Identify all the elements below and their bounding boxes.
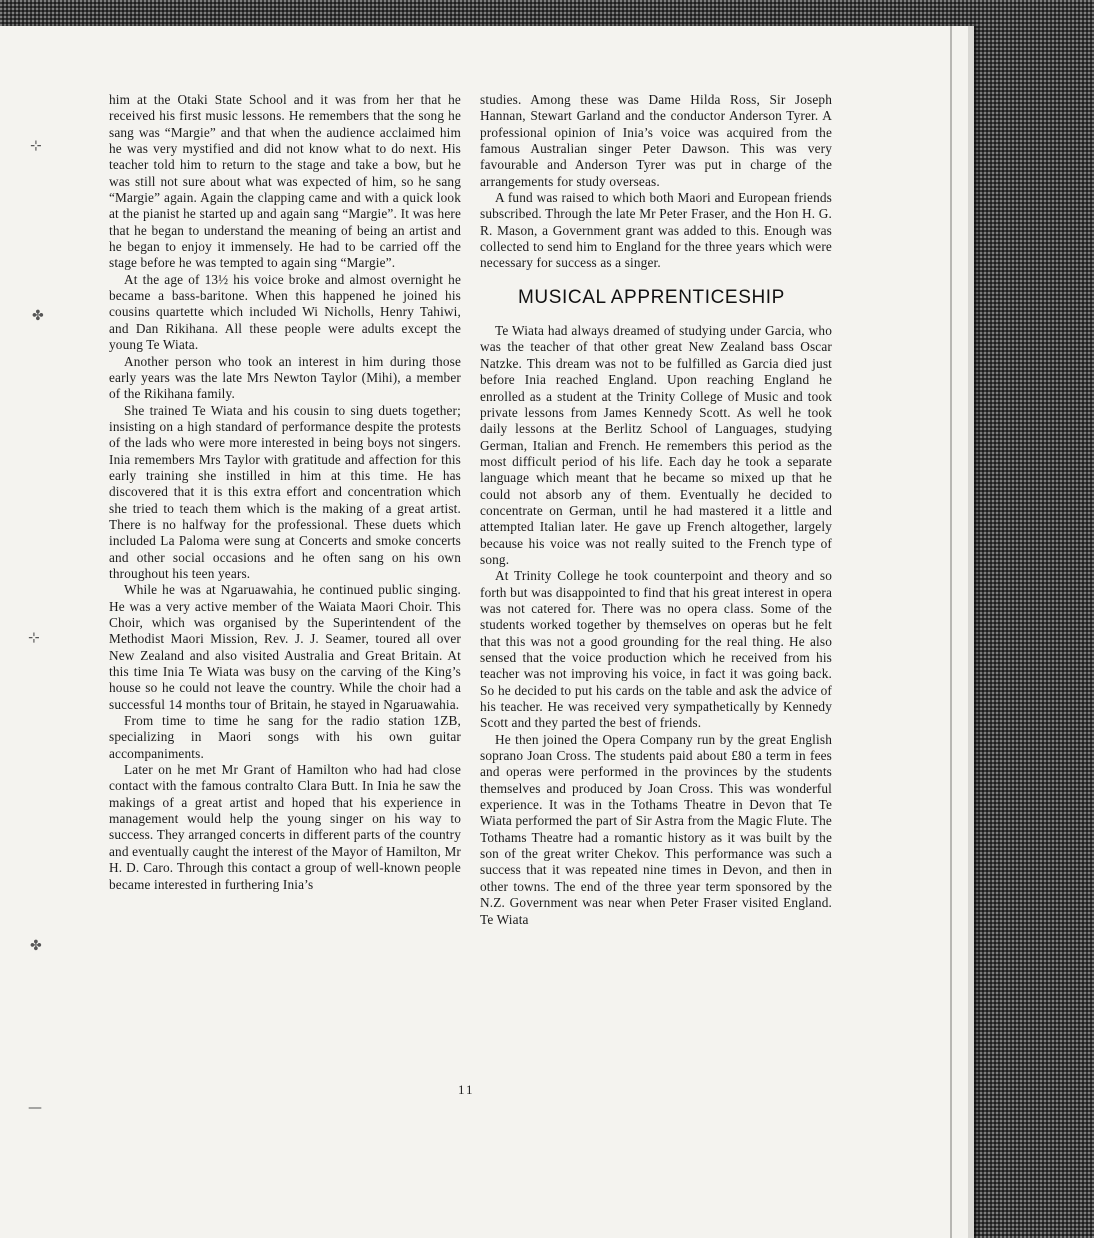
binding-mark-icon: ✤ (30, 938, 42, 954)
paragraph: Later on he met Mr Grant of Hamilton who had had close contact with the famous contralto Clara Butt. In Inia he saw the makings of a great artist and hoped that his experience in management would help the young singer on his way to success. They arranged concerts in different parts of the country and eventually caught the interest of the Mayor of Hamilton, Mr H. D. Caro. Through this contact a group of well-known people became interested in furthering Inia’s (109, 762, 461, 892)
paragraph: A fund was raised to which both Maori and European friends subscribed. Through the late Mr Peter Fraser, and the Hon H. G. R. Mason, a Government grant was added to this. Enough was collected to send him to England for the three years which were necessary for success as a singer. (480, 190, 832, 271)
margin-binding-marks (20, 86, 70, 1186)
page-number: 11 (458, 1082, 475, 1097)
paragraph: He then joined the Opera Company run by the great English soprano Joan Cross. The students paid about £80 a term in fees and operas were performed in the provinces by the students themselves and produced by Joan Cross. This was wonderful experience. It was in the Tothams Theatre in Devon that Te Wiata performed the part of Sir Astra from the Magic Flute. The Tothams Theatre had a romantic history as it was built by the son of the great writer Chekov. This performance was such a success that it was repeated nine times in Devon, and then in other towns. The end of the three year term sponsored by the N.Z. Government was near when Peter Fraser visited England. Te Wiata (480, 731, 832, 927)
paragraph: While he was at Ngaruawahia, he continued public singing. He was a very active member of the Waiata Maori Choir. This Choir, which was organised by the Superintendent of the Methodist Maori Mission, Rev. J. J. Seamer, toured all over New Zealand and also visited Australia and Great Britain. At this time Inia Te Wiata was busy on the carving of the King’s house so he could not leave the country. While the choir had a successful 14 months tour of Britain, he stayed in Ngaruawahia. (109, 582, 461, 712)
left-column (109, 92, 461, 893)
paragraph: At the age of 13½ his voice broke and almost overnight he became a bass-baritone. When this happened he joined his cousins quartette which included Wi Nicholls, Henry Tahiwi, and Dan Rikihana. All these people were adults except the young Te Wiata. (109, 271, 461, 353)
paragraph: She trained Te Wiata and his cousin to sing duets together; insisting on a high standard of performance despite the protests of the lads who were more interested in being boys not singers. Inia remembers Mrs Taylor with gratitude and affection for this early training she instilled in him at this time. He has discovered that it is this extra effort and concentration which she tried to teach them which is the making of a great artist. There is no halfway for the professional. These duets which included La Paloma were sung at Concerts and smoke concerts and other social occasions and he often sang on his own throughout his teen years. (109, 402, 461, 581)
paragraph: At Trinity College he took counterpoint and theory and so forth but was disappointed to find that his great interest in opera was not catered for. There was no opera class. Some of the students worked together by themselves on operas but he felt that this was not a good grounding for the real thing. He also sensed that the voice production which he received from his teacher was not improving his voice, in fact it was going back. So he decided to put his cards on the table and ask the advice of his teacher. He was received very sympathetically by Kennedy Scott and they parted the best of friends. (480, 568, 832, 731)
paragraph: studies. Among these was Dame Hilda Ross, Sir Joseph Hannan, Stewart Garland and the conductor Anderson Tyrer. A professional opinion of Inia’s voice was acquired from the famous Australian singer Peter Dawson. This was very favourable and Anderson Tyrer was put in charge of the arrangements for study overseas. (480, 92, 832, 189)
section-heading: MUSICAL APPRENTICESHIP (518, 286, 785, 308)
right-column (480, 92, 832, 928)
paragraph: Te Wiata had always dreamed of studying under Garcia, who was the teacher of that other great New Zealand bass Oscar Natzke. This dream was not to be fulfilled as Garcia died just before Inia reached England. Upon reaching England he enrolled as a student at the Trinity College of Music and took private lessons from James Kennedy Scott. As well he took daily lessons at the Berlitz School of Languages, studying German, Italian and French. He remembers this period as the most difficult period of his life. Each day he took a separate language which meant that he became so mixed up that he could not absorb any of them. Eventually he decided to concentrate on German, until he had mastered it a little and attempted Italian later. He gave up French altogether, largely because his voice was not really suited to the French type of song. (480, 323, 832, 567)
page-fold-line (950, 26, 952, 1238)
paragraph: Another person who took an interest in him during those early years was the late Mrs Newton Taylor (Mihi), a member of the Rikihana family. (109, 353, 461, 402)
binding-mark-icon: ⊹ (28, 630, 40, 646)
binding-mark-icon: — (28, 1100, 42, 1116)
binding-mark-icon: ⊹ (30, 138, 42, 154)
paragraph: From time to time he sang for the radio station 1ZB, specializing in Maori songs with his own guitar accompaniments. (109, 713, 461, 761)
paragraph: him at the Otaki State School and it was from her that he received his first music lessons. He remembers that the song he sang was “Margie” and that when the audience acclaimed him he was very mystified and did not know what to do next. His teacher told him to return to the stage and take a bow, but he was still not sure about what was expected of him, so he sang “Margie” again. Again the clapping came and with a quick look at the pianist he started up and again sang “Margie”. It was here that he began to understand the meaning of being an artist and he began to enjoy it immensely. He had to be carried off the stage before he was tempted to again sing “Margie”. (109, 92, 461, 271)
binding-mark-icon: ✤ (32, 308, 44, 324)
